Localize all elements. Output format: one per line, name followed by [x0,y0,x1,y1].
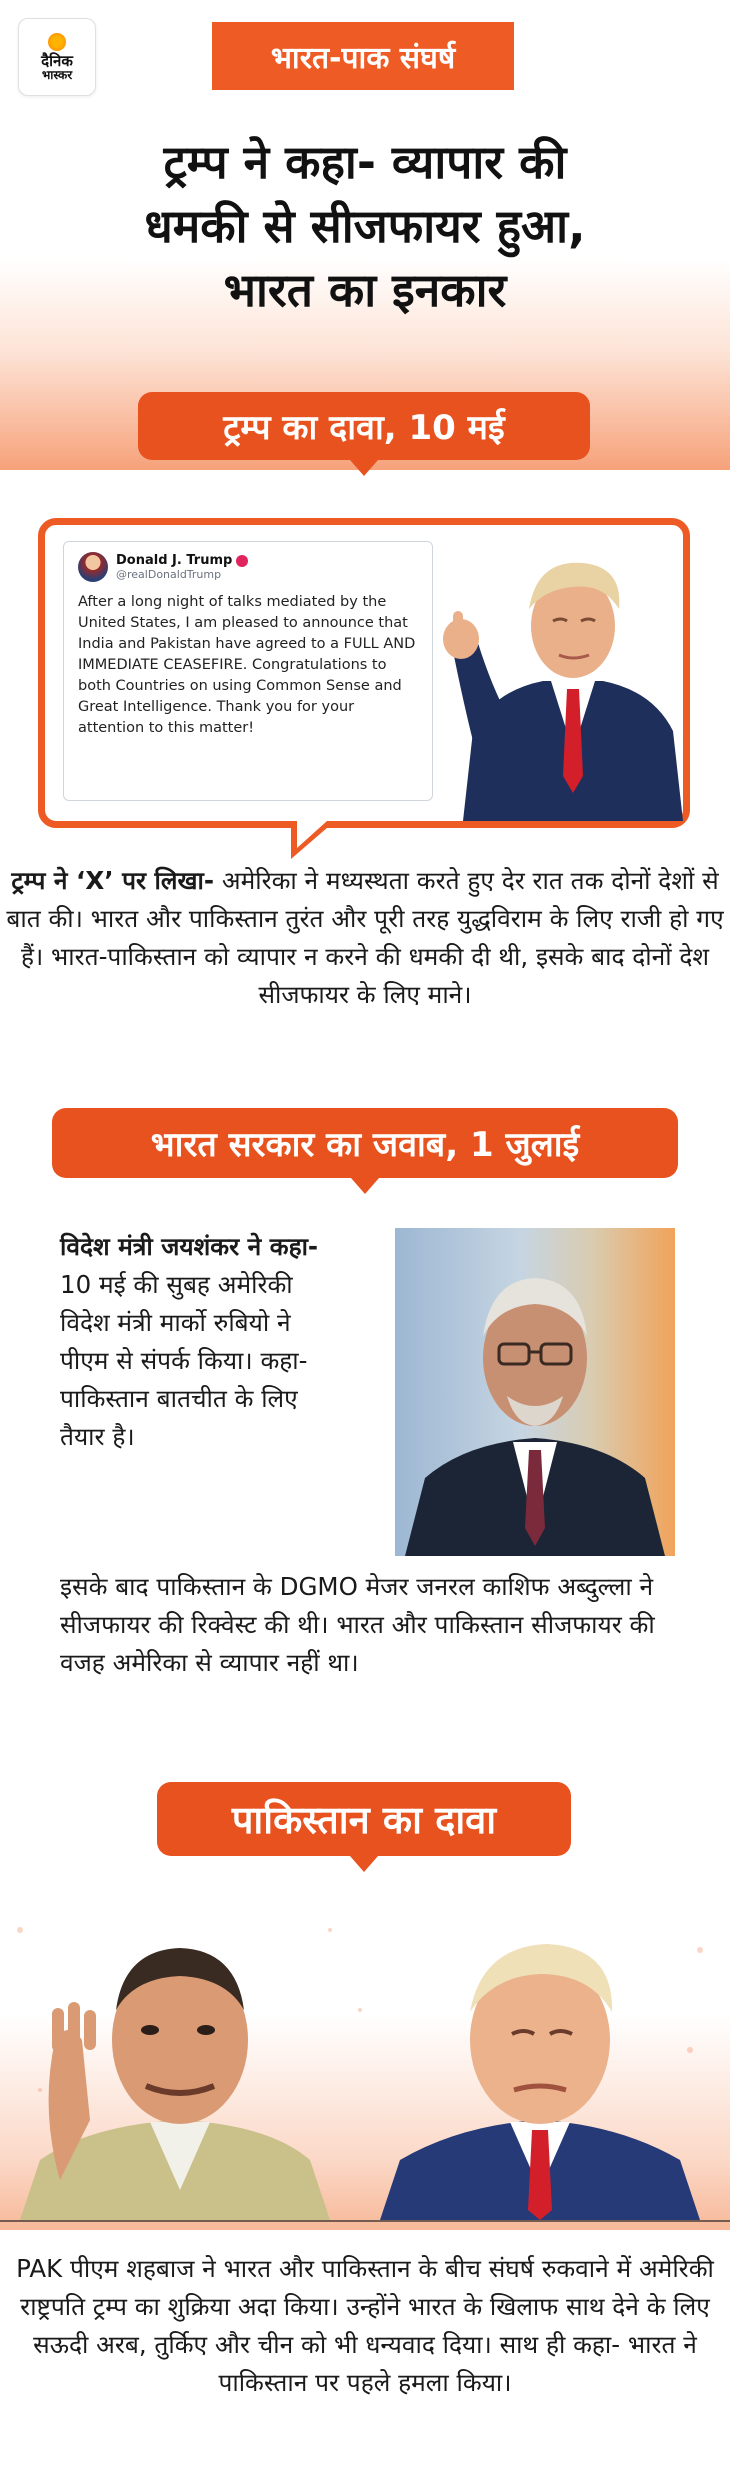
logo-line-1: दैनिक [41,51,73,70]
tweet-callout [38,518,690,828]
headline-line-1: ट्रम्प ने कहा- व्यापार की [163,135,567,189]
tweet-author [116,553,248,568]
logo-line-2: भास्कर [41,67,73,82]
headline [0,130,730,322]
tweet-avatar [78,552,108,582]
trump-claim-paragraph [0,862,730,1014]
shehbaz-trump-illustration [0,1890,730,2220]
trump-pointing-photo [433,531,683,821]
tweet-header [78,552,418,582]
section-pill-pakistan-claim: पाकिस्तान का दावा [157,1782,571,1856]
sun-icon [48,33,66,51]
section-pill-india-response: भारत सरकार का जवाब, 1 जुलाई [52,1108,678,1178]
jaishankar-body: 10 मई की सुबह अमेरिकी विदेश मंत्री मार्को रुबियो ने पीएम से संपर्क किया। कहा- पाकिस्तान बातचीत के लिए तैयार है। [60,1270,308,1451]
jaishankar-quote [60,1228,330,1456]
pakistan-claim-paragraph: PAK पीएम शहबाज ने भारत और पाकिस्तान के बीच संघर्ष रुकवाने में अमेरिकी राष्ट्रपति ट्रम्प का शुक्रिया अदा किया। उन्होंने भारत के खिलाफ साथ देने के लिए सऊदी अरब, तुर्किए और चीन को भी धन्यवाद दिया। साथ ही कहा- भारत ने पाकिस्तान पर पहले हमला किया। [16,2254,714,2397]
headline-line-3: भारत का इनकार [223,263,507,317]
jaishankar-lead: विदेश मंत्री जयशंकर ने कहा- [60,1232,319,1261]
headline-line-2: धमकी से सीजफायर हुआ, [144,199,586,253]
trump-claim-lead: ट्रम्प ने ‘X’ पर लिखा- [11,866,215,895]
verified-badge-icon [236,555,248,567]
section-divider [0,2220,730,2222]
trump-claim-body: अमेरिका ने मध्यस्थता करते हुए देर रात तक दोनों देशों से बात की। भारत और पाकिस्तान तुरंत और पूरी तरह युद्धविराम के लिए राजी हो गए हैं। भारत-पाकिस्तान को व्यापार न करने की धमकी दी थी, इसके बाद दोनों देश सीजफायर के लिए माने। [6,866,724,1009]
tweet-author-name: Donald J. Trump [116,553,233,568]
category-tag: भारत-पाक संघर्ष [212,22,514,90]
tweet-handle: @realDonaldTrump [116,568,222,581]
india-response-paragraph: इसके बाद पाकिस्तान के DGMO मेजर जनरल काशिफ अब्दुल्ला ने सीजफायर की रिक्वेस्ट की थी। भारत और पाकिस्तान सीजफायर की वजह अमेरिका से व्यापार नहीं था। [60,1572,655,1677]
tweet-card[interactable] [63,541,433,801]
jaishankar-photo [395,1228,675,1556]
section-pill-trump-claim: ट्रम्प का दावा, 10 मई [138,392,590,460]
tweet-text: After a long night of talks mediated by the United States, I am pleased to announce that India and Pakistan have agreed to a FULL AND IMMEDIATE CEASEFIRE. Congratulations to both Countries on using Common Sense and Great Intelligence. Thank you for your attention to this matter! [78,594,416,736]
dainik-bhaskar-logo[interactable] [18,18,96,96]
